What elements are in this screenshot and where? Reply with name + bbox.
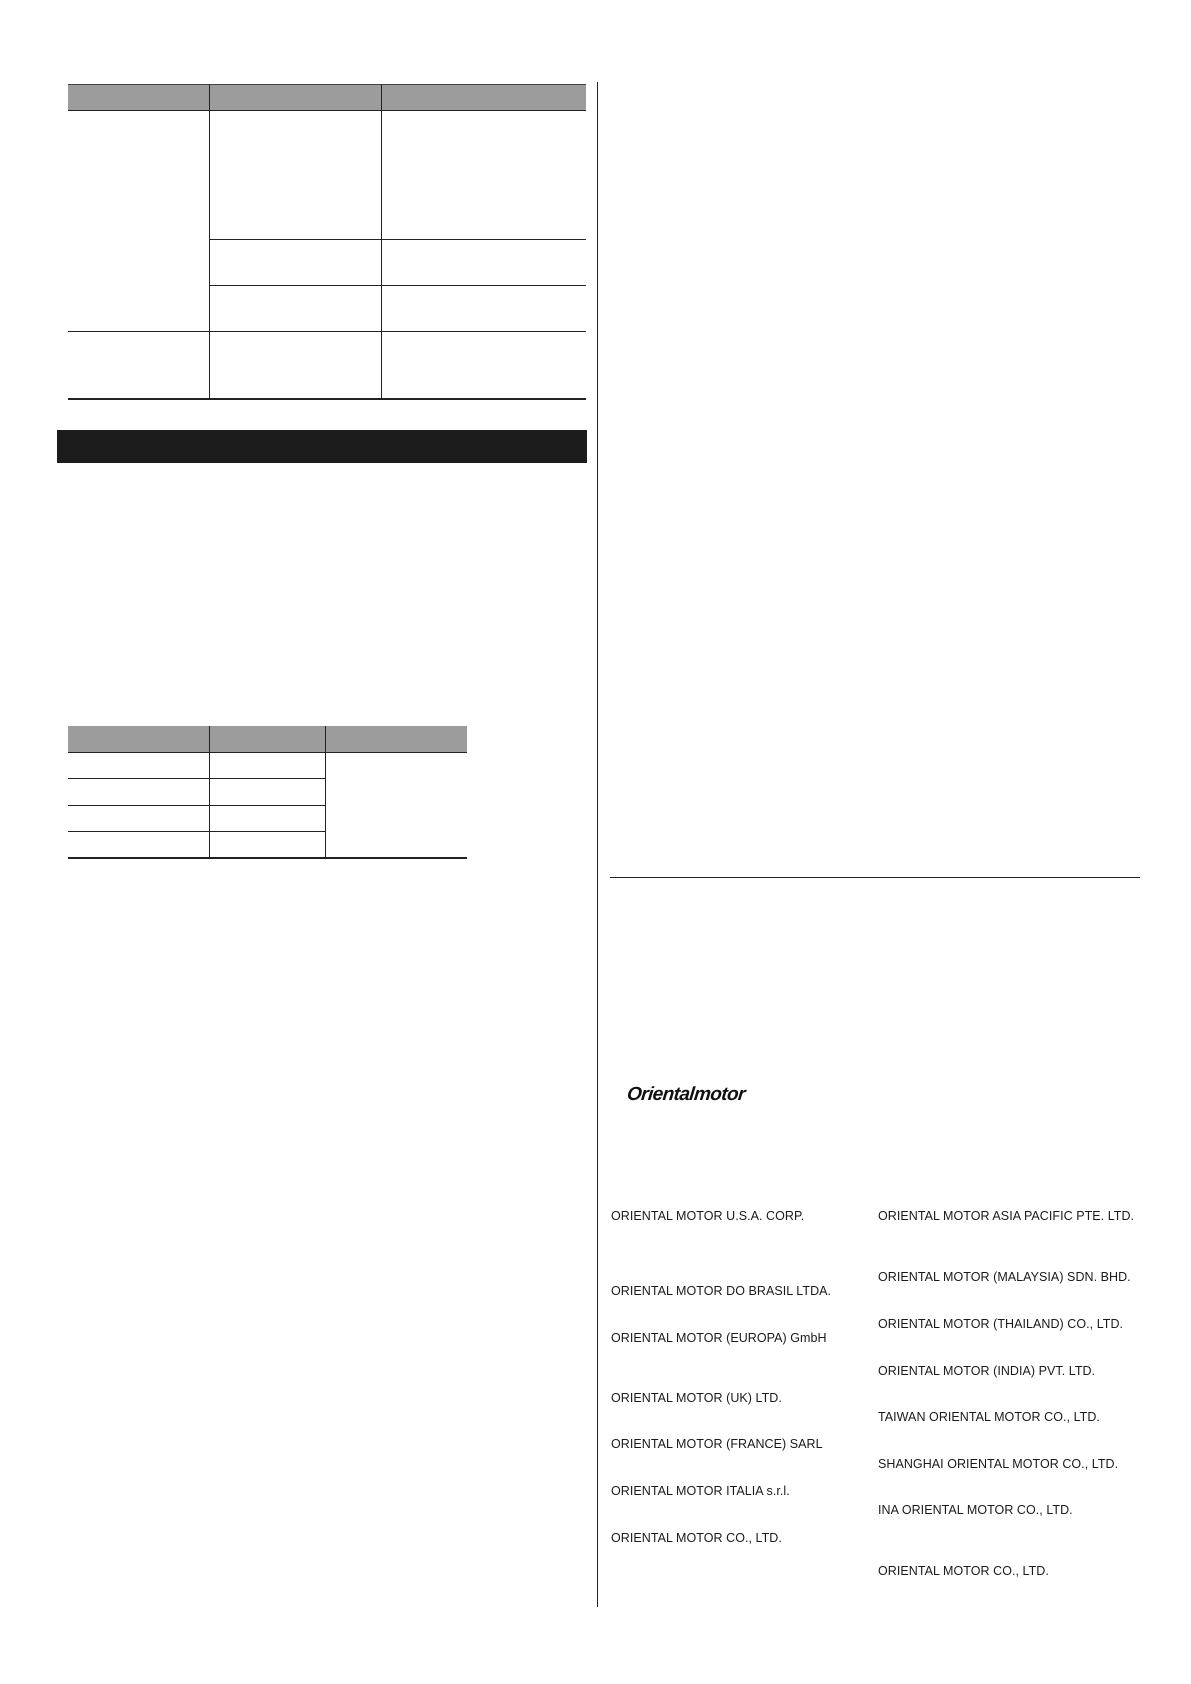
- company-name: ORIENTAL MOTOR U.S.A. CORP.: [611, 1209, 805, 1223]
- company-name: ORIENTAL MOTOR (THAILAND) CO., LTD.: [878, 1317, 1124, 1331]
- company-name: ORIENTAL MOTOR (FRANCE) SARL: [611, 1437, 823, 1451]
- table-row-line: [68, 831, 325, 832]
- company-name: INA ORIENTAL MOTOR CO., LTD.: [878, 1503, 1073, 1517]
- column-divider: [597, 82, 598, 1607]
- right-column-rule: [610, 877, 1140, 878]
- company-name: ORIENTAL MOTOR CO., LTD.: [611, 1531, 782, 1545]
- specification-table: [68, 84, 586, 399]
- table-column-line: [209, 84, 210, 400]
- table-header-border: [68, 110, 586, 111]
- table-row-line: [209, 239, 586, 240]
- table-column-line: [209, 726, 210, 859]
- company-name: ORIENTAL MOTOR (UK) LTD.: [611, 1391, 782, 1405]
- table-row-line: [68, 778, 325, 779]
- table-bottom-border: [68, 398, 586, 400]
- oriental-motor-logo: Orientalmotor: [625, 1084, 746, 1105]
- company-name: ORIENTAL MOTOR ASIA PACIFIC PTE. LTD.: [878, 1209, 1135, 1223]
- company-name: ORIENTAL MOTOR (MALAYSIA) SDN. BHD.: [878, 1270, 1131, 1284]
- table-bottom-border: [68, 857, 467, 859]
- company-name: SHANGHAI ORIENTAL MOTOR CO., LTD.: [878, 1457, 1119, 1471]
- company-name: ORIENTAL MOTOR DO BRASIL LTDA.: [611, 1284, 832, 1298]
- table-row-line: [68, 331, 586, 332]
- section-heading-bar: [57, 430, 587, 463]
- table-column-line: [381, 84, 382, 400]
- table-row-line: [209, 285, 586, 286]
- table-top-border: [68, 84, 586, 85]
- company-name: ORIENTAL MOTOR CO., LTD.: [878, 1564, 1049, 1578]
- table-header-border: [68, 752, 467, 753]
- company-name: TAIWAN ORIENTAL MOTOR CO., LTD.: [878, 1410, 1100, 1424]
- table-header-row: [68, 84, 586, 110]
- table-header-row: [68, 726, 467, 752]
- table-column-line: [325, 726, 326, 859]
- company-name: ORIENTAL MOTOR (INDIA) PVT. LTD.: [878, 1364, 1096, 1378]
- table-row-line: [68, 805, 325, 806]
- company-name: ORIENTAL MOTOR (EUROPA) GmbH: [611, 1331, 827, 1345]
- parameter-table: [68, 726, 467, 858]
- company-name: ORIENTAL MOTOR ITALIA s.r.l.: [611, 1484, 790, 1498]
